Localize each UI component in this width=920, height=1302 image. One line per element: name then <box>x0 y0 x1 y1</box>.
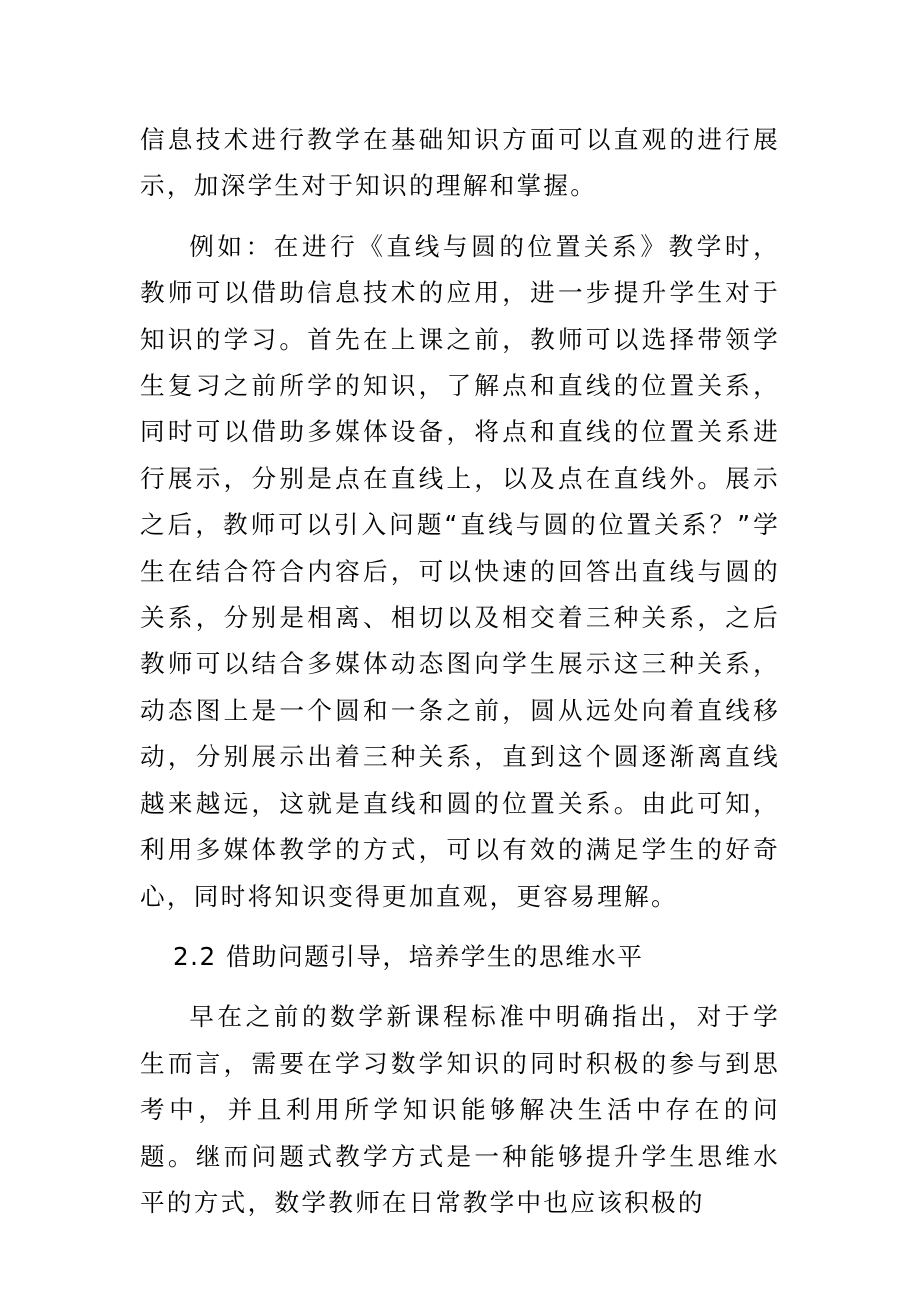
paragraph-curriculum-standard: 早在之前的数学新课程标准中明确指出，对于学生而言，需要在学习数学知识的同时积极的参与到思考中，并且利用所学知识能够解决生活中存在的问题。继而问题式教学方式是一种能够提升学生思维水平的方式，数学教师在日常教学中也应该积极的 <box>140 1002 780 1217</box>
section-heading-2-2: 2.2 借助问题引导，培养学生的思维水平 <box>173 941 644 971</box>
paragraph-example-line-circle: 例如：在进行《直线与圆的位置关系》教学时，教师可以借助信息技术的应用，进一步提升学生对于知识的学习。首先在上课之前，教师可以选择带领学生复习之前所学的知识，了解点和直线的位置关系，同时可以借助多媒体设备，将点和直线的位置关系进行展示，分别是点在直线上，以及点在直线外。展示之后，教师可以引入问题“直线与圆的位置关系？”学生在结合符合内容后，可以快速的回答出直线与圆的关系，分别是相离、相切以及相交着三种关系，之后教师可以结合多媒体动态图向学生展示这三种关系，动态图上是一个圆和一条之前，圆从远处向着直线移动，分别展示出着三种关系，直到这个圆逐渐离直线越来越远，这就是直线和圆的位置关系。由此可知，利用多媒体教学的方式，可以有效的满足学生的好奇心，同时将知识变得更加直观，更容易理解。 <box>140 231 780 911</box>
paragraph-info-tech-display: 信息技术进行教学在基础知识方面可以直观的进行展示，加深学生对于知识的理解和掌握。 <box>140 125 780 201</box>
document-page <box>140 117 780 1226</box>
